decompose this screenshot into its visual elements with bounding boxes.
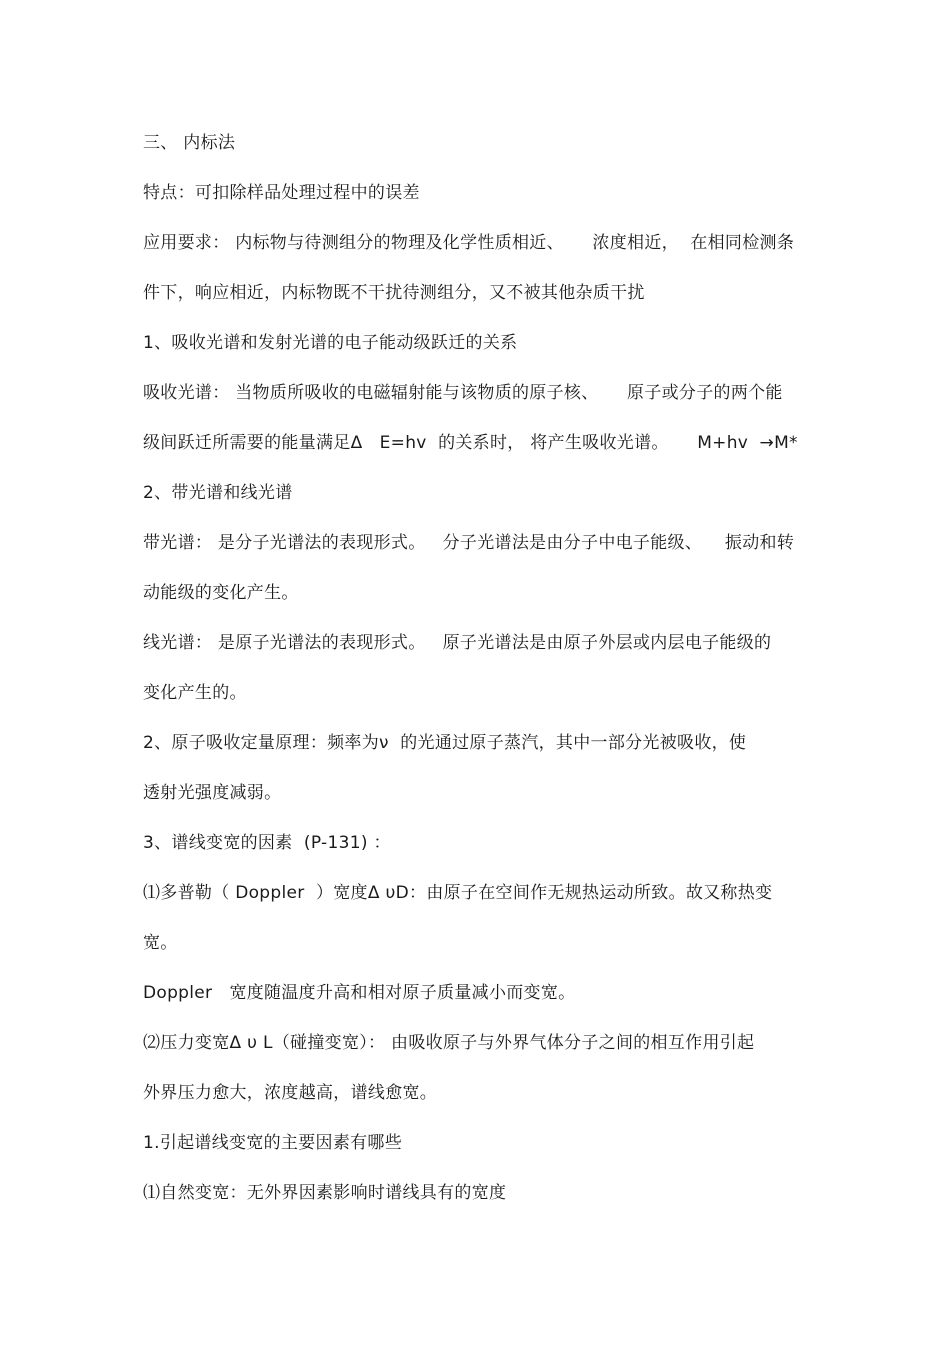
text-natural-broadening: ⑴自然变宽：无外界因素影响时谱线具有的宽度 (143, 1183, 507, 1203)
text-doppler-width: ⑴多普勒（ Doppler ）宽度Δ υD：由原子在空间作无规热运动所致。故又称热变 (143, 883, 773, 903)
text-requirements: 应用要求： 内标物与待测组分的物理及化学性质相近、 浓度相近， 在相同检测条 (143, 233, 795, 253)
heading-main-broadening-factors: 1.引起谱线变宽的主要因素有哪些 (143, 1133, 403, 1153)
text-line-spectrum: 线光谱： 是原子光谱法的表现形式。 原子光谱法是由原子外层或内层电子能级的 (143, 633, 772, 653)
text-band-spectrum: 带光谱： 是分子光谱法的表现形式。 分子光谱法是由分子中电子能级、 振动和转 (143, 533, 795, 553)
text-absorption-spectrum: 吸收光谱： 当物质所吸收的电磁辐射能与该物质的原子核、 原子或分子的两个能 (143, 383, 783, 403)
text-absorption-spectrum-cont: 级间跃迁所需要的能量满足Δ E=hv 的关系时， 将产生吸收光谱。 M+hv →M* (143, 433, 798, 453)
heading-broadening-factors: 3、谱线变宽的因素 (P-131) ： (143, 833, 391, 853)
text-features: 特点：可扣除样品处理过程中的误差 (143, 183, 420, 203)
text-band-spectrum-cont: 动能级的变化产生。 (143, 583, 299, 603)
text-quantitative-principle-cont: 透射光强度减弱。 (143, 783, 282, 803)
heading-band-line-spectrum: 2、带光谱和线光谱 (143, 483, 293, 503)
text-pressure-broadening: ⑵压力变宽Δ υ L（碰撞变宽）： 由吸收原子与外界气体分子之间的相互作用引起 (143, 1033, 755, 1053)
heading-absorption-emission: 1、吸收光谱和发射光谱的电子能动级跃迁的关系 (143, 333, 518, 353)
text-pressure-broadening-cont: 外界压力愈大，浓度越高，谱线愈宽。 (143, 1083, 438, 1103)
text-line-spectrum-cont: 变化产生的。 (143, 683, 247, 703)
text-doppler-width-cont: 宽。 (143, 933, 178, 953)
heading-internal-standard: 三、 内标法 (143, 133, 236, 153)
text-quantitative-principle: 2、原子吸收定量原理：频率为ν 的光通过原子蒸汽，其中一部分光被吸收，使 (143, 733, 747, 753)
text-requirements-cont: 件下，响应相近，内标物既不干扰待测组分，又不被其他杂质干扰 (143, 283, 645, 303)
text-doppler-temperature: Doppler 宽度随温度升高和相对原子质量减小而变宽。 (143, 983, 576, 1003)
